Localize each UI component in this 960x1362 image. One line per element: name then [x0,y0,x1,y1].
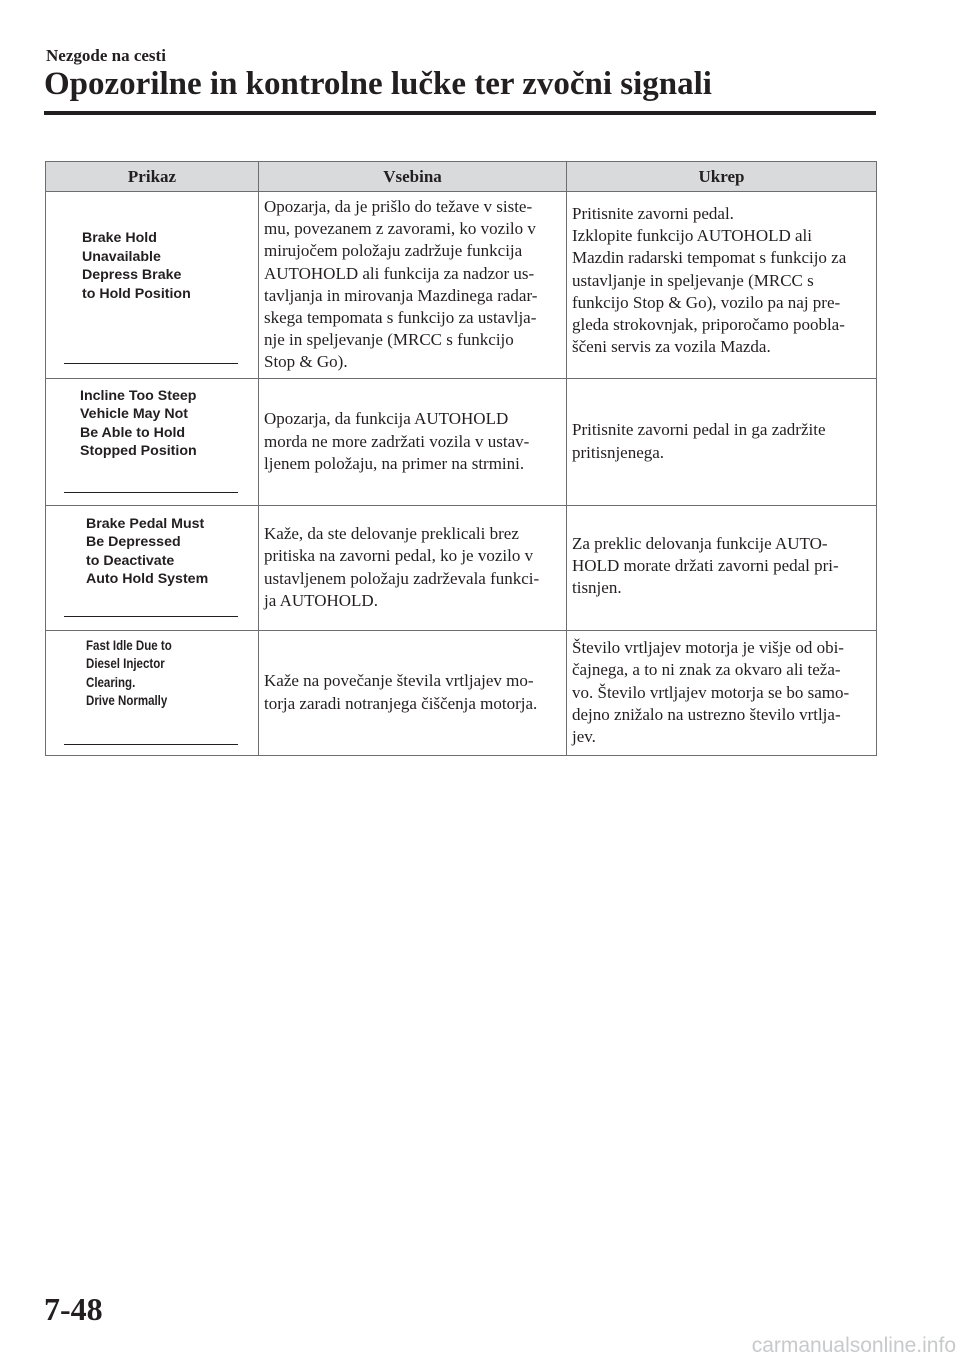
display-underline [64,363,238,364]
table-header-row [46,162,877,192]
display-cell [46,192,259,379]
display-message-fast-idle: Fast Idle Due to Diesel Injector Clearing. Drive Normally [86,637,172,709]
watermark: carmanualsonline.info [751,1334,956,1357]
table-row [46,505,877,630]
display-cell [46,505,259,630]
table-row [46,192,877,379]
display-cell [46,378,259,505]
display-underline [64,492,238,493]
content-cell [259,378,567,505]
display-underline [64,616,238,617]
display-message-brake-pedal-must-be-depressed: Brake Pedal Must Be Depressed to Deactivate Auto Hold System [86,515,209,588]
action-cell [567,378,877,505]
page-number: 7-48 [44,1291,103,1327]
action-cell [567,630,877,755]
display-message-brake-hold-unavailable: Brake Hold Unavailable Depress Brake to Hold Position [82,230,191,302]
content-cell [259,505,567,630]
content-text: Kaže, da ste delovanje preklicali brez pritiska na zavorni pedal, ko je vozilo v ustavljenem položaju zadrževala funkci- ja AUTOHOLD. [264,524,540,610]
display-underline [64,744,238,745]
action-text: Za preklic delovanja funkcije AUTO- HOLD morate držati zavorni pedal pri- tisnjen. [572,533,839,598]
action-cell [567,505,877,630]
content-cell [259,192,567,379]
table-row [46,378,877,505]
display-message-incline-too-steep: Incline Too Steep Vehicle May Not Be Able to Hold Stopped Position [80,387,197,460]
action-cell [567,192,877,379]
column-header-action: Ukrep [567,162,877,192]
table-row [46,630,877,755]
action-text: Število vrtljajev motorja je višje od obi- čajnega, a to ni znak za okvaro ali teža- vo. Število vrtljajev motorja se bo samo- dejno znižalo na ustrezno število vrtlja- jev. [572,638,850,746]
action-text: Pritisnite zavorni pedal. Izklopite funkcijo AUTOHOLD ali Mazdin radarski tempomat s funkcijo za ustavljanje in speljevanje (MRCC s funkcijo Stop & Go), vozilo pa naj pre- gleda strokovnjak, priporočamo poobla- ščeni servis za vozila Mazda. [572,204,847,357]
title-rule [44,111,876,115]
content-text: Kaže na povečanje števila vrtljajev mo- torja zaradi notranjega čiščenja motorja. [264,671,538,713]
content-text: Opozarja, da funkcija AUTOHOLD morda ne more zadržati vozila v ustav- ljenem položaju, na primer na strmini. [264,409,530,473]
warning-messages-table [45,161,877,756]
column-header-content: Vsebina [259,162,567,192]
column-header-display: Prikaz [46,162,259,192]
page-title: Opozorilne in kontrolne lučke ter zvočni signali [44,66,712,102]
content-text: Opozarja, da je prišlo do težave v siste- mu, povezanem z zavorami, ko vozilo v mirujočem položaju zadržuje funkcija AUTOHOLD ali funkcija za nadzor us- tavljanja in mirovanja Mazdinega radar- skega tempomata s funkcijo za ustavlja- nje in speljevanje (MRCC s funkcijo Stop & Go). [264,197,538,372]
section-label: Nezgode na cesti [46,46,166,65]
action-text: Pritisnite zavorni pedal in ga zadržite pritisnjenega. [572,420,826,462]
display-cell [46,630,259,755]
content-cell [259,630,567,755]
